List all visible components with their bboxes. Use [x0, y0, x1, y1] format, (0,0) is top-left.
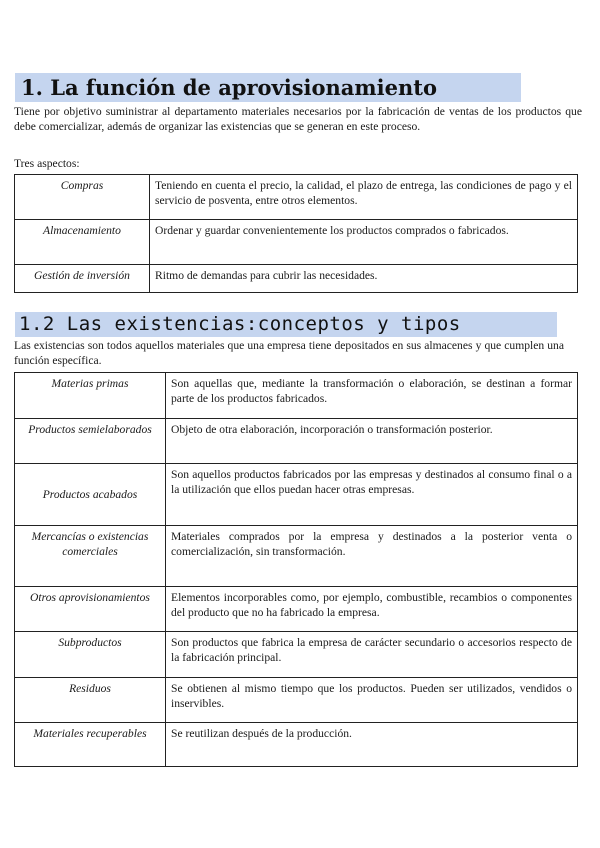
row-description: Elementos incorporables como, por ejemplo, combustible, recambios o componentes del producto que no ha fabricado la empresa.	[166, 587, 578, 632]
row-term: Materias primas	[15, 373, 166, 419]
row-term: Almacenamiento	[15, 220, 150, 265]
table-row	[15, 587, 578, 632]
row-term: Productos acabados	[15, 464, 166, 526]
section-1-lead: Tres aspectos:	[14, 157, 80, 170]
section-1-title: 1. La función de aprovisionamiento	[15, 73, 521, 102]
table-row	[15, 632, 578, 678]
table-row	[15, 373, 578, 419]
table-row	[15, 419, 578, 464]
row-description: Ordenar y guardar convenientemente los productos comprados o fabricados.	[150, 220, 578, 265]
table-row	[15, 723, 578, 767]
row-term: Gestión de inversión	[15, 265, 150, 293]
row-description: Se obtienen al mismo tiempo que los productos. Pueden ser utilizados, vendidos o inservibles.	[166, 678, 578, 723]
table-row	[15, 265, 578, 293]
row-description: Materiales comprados por la empresa y destinados a la posterior venta o comercialización, sin transformación.	[166, 526, 578, 587]
row-description: Ritmo de demandas para cubrir las necesidades.	[150, 265, 578, 293]
table-row	[15, 464, 578, 526]
table-row	[15, 526, 578, 587]
table-row	[15, 220, 578, 265]
row-description: Son productos que fabrica la empresa de carácter secundario o accesorios respecto de la fabricación principal.	[166, 632, 578, 678]
row-term: Subproductos	[15, 632, 166, 678]
table-row	[15, 678, 578, 723]
row-description: Son aquellos productos fabricados por las empresas y destinados al consumo final o a la utilización que ellos puedan hacer otras empresas.	[166, 464, 578, 526]
row-term: Materiales recuperables	[15, 723, 166, 767]
row-term: Residuos	[15, 678, 166, 723]
section-2-title: 1.2 Las existencias:conceptos y tipos	[15, 312, 557, 337]
row-description: Se reutilizan después de la producción.	[166, 723, 578, 767]
stock-types-table	[14, 372, 578, 767]
row-term: Productos semielaborados	[15, 419, 166, 464]
row-description: Son aquellas que, mediante la transformación o elaboración, se destinan a formar parte de los productos fabricados.	[166, 373, 578, 419]
row-term: Compras	[15, 175, 150, 220]
table-row	[15, 175, 578, 220]
section-1-intro: Tiene por objetivo suministrar al departamento materiales necesarios por la fabricación de ventas de los productos que debe comercializar, además de organizar las existencias que se generan en este proceso.	[14, 105, 582, 133]
section-2-intro: Las existencias son todos aquellos materiales que una empresa tiene depositados en sus almacenes y que cumplen una función específica.	[14, 339, 564, 367]
supply-aspects-table	[14, 174, 578, 293]
row-term: Mercancías o existencias comerciales	[15, 526, 166, 587]
row-description: Objeto de otra elaboración, incorporación o transformación posterior.	[166, 419, 578, 464]
row-term: Otros aprovisionamientos	[15, 587, 166, 632]
row-description: Teniendo en cuenta el precio, la calidad, el plazo de entrega, las condiciones de pago y el servicio de posventa, entre otros elementos.	[150, 175, 578, 220]
